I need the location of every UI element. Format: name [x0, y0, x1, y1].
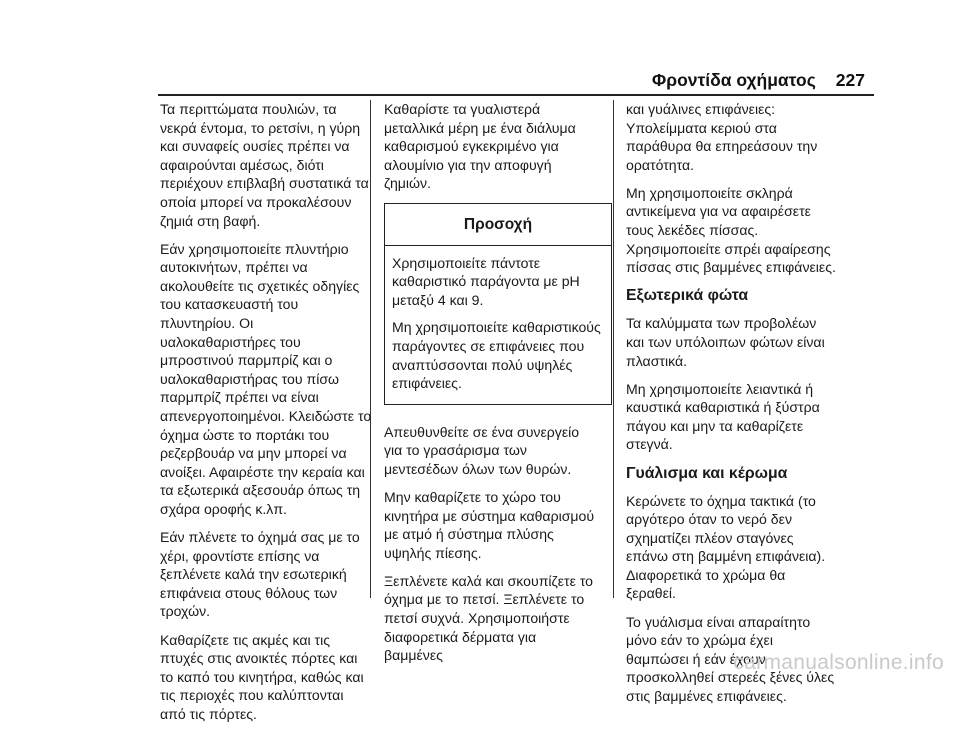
paragraph: Απευθυνθείτε σε ένα συνεργείο για το γρασάρισμα των μεντεσέδων όλων των θυρών. — [384, 423, 580, 477]
caution-body — [385, 246, 611, 404]
page-number: 227 — [835, 70, 865, 90]
paragraph: Ξεπλένετε καλά και σκουπίζετε το όχημα με το πετσί. Ξεπλένετε το πετσί συχνά. Χρησιμοποιήστε διαφορετικά δέρματα για βαμμένες — [384, 572, 594, 664]
caution-text: Χρησιμοποιείτε πάντοτε καθαριστικό παράγοντα με pH μεταξύ 4 και 9. — [392, 254, 580, 308]
paragraph: Τα περιττώματα πουλιών, τα νεκρά έντομα, το ρετσίνι, η γύρη και συναφείς ουσίες πρέπει να αφαιρούνται αμέσως, διότι περιέχουν επιβλαβή συστατικά τα οποία μπορεί να προκαλέσουν ζημιά στη βαφή. — [160, 101, 369, 229]
page-header — [652, 70, 865, 91]
paragraph: Καθαρίζετε τις ακμές και τις πτυχές στις ανοικτές πόρτες και το καπό του κινητήρα, καθώς και τις περιοχές που καλύπτονται από τις πόρτες. — [160, 631, 364, 722]
column-1 — [160, 100, 372, 733]
column-divider-2 — [613, 100, 614, 598]
page-title: Φροντίδα οχήματος — [651, 70, 816, 90]
caution-title: Προσοχή — [385, 204, 611, 246]
paragraph: Τα καλύμματα των προβολέων και των υπόλοιπων φώτων είναι πλαστικά. — [626, 315, 825, 369]
paragraph: Μη χρησιμοποιείτε σκληρά αντικείμενα για να αφαιρέσετε τους λεκέδες πίσσας. Χρησιμοποιείτε σπρέι αφαίρεσης πίσσας στις βαμμένες επιφάνειες. — [626, 184, 836, 276]
paragraph: Το γυάλισμα είναι απαραίτητο μόνο εάν το χρώμα έχει θαμπώσει ή εάν έχουν προσκολληθεί στερεές ξένες ύλες στις βαμμένες επιφάνειες. — [626, 613, 835, 704]
section-heading-exterior-lights: Εξωτερικά φώτα — [626, 287, 749, 305]
paragraph: και γυάλινες επιφάνειες: Υπολείμματα κεριού στα παράθυρα θα επηρεάσουν την ορατότητα. — [626, 101, 818, 173]
paragraph: Εάν χρησιμοποιείτε πλυντήριο αυτοκινήτων, πρέπει να ακολουθείτε τις σχετικές οδηγίες του κατασκευαστή του πλυντηρίου. Οι υαλοκαθαριστήρες του μπροστινού παρμπρίζ και ο υαλοκαθαριστήρας του πίσω παρμπρίζ πρέπει να είναι απενεργοποιημένοι. Κλειδώστε το όχημα ώστε το πορτάκι του ρεζερβουάρ να μην μπορεί να ανοίξει. Αφαιρέστε την κεραία και τα εξωτερικά αξεσουάρ όπως τη σχάρα οροφής κ.λπ. — [160, 240, 372, 517]
paragraph: Καθαρίστε τα γυαλιστερά μεταλλικά μέρη με ένα διάλυμα καθαρισμού εγκεκριμένο για αλουμίνιο για την αποφυγή ζημιών. — [384, 101, 576, 192]
header-divider — [158, 94, 874, 96]
paragraph: Μη χρησιμοποιείτε λειαντικά ή καυστικά καθαριστικά ή ξύστρα πάγου και μην τα καθαρίζετε στεγνά. — [626, 380, 820, 453]
paragraph: Εάν πλένετε το όχημά σας με το χέρι, φροντίστε επίσης να ξεπλένετε καλά την εσωτερική επιφάνεια στους θόλους των τροχών. — [160, 529, 360, 620]
column-2 — [384, 100, 601, 674]
section-heading-polishing-waxing: Γυάλισμα και κέρωμα — [626, 464, 788, 482]
caution-text: Μη χρησιμοποιείτε καθαριστικούς παράγοντες σε επιφάνειες που αναπτύσσονται πολύ υψηλές επιφάνειες. — [392, 319, 601, 392]
paragraph: Κερώνετε το όχημα τακτικά (το αργότερο όταν το νερό δεν σχηματίζει πλέον σταγόνες επάνω στη βαμμένη επιφάνεια). Διαφορετικά το χρώμα θα ξεραθεί. — [626, 492, 826, 602]
paragraph: Μην καθαρίζετε το χώρο του κινητήρα με σύστημα καθαρισμού με ατμό ή σύστημα πλύσης υψηλής πίεσης. — [384, 489, 595, 561]
caution-box — [384, 203, 612, 405]
column-3 — [626, 100, 838, 715]
watermark: carmanualsonline.info — [733, 651, 944, 674]
